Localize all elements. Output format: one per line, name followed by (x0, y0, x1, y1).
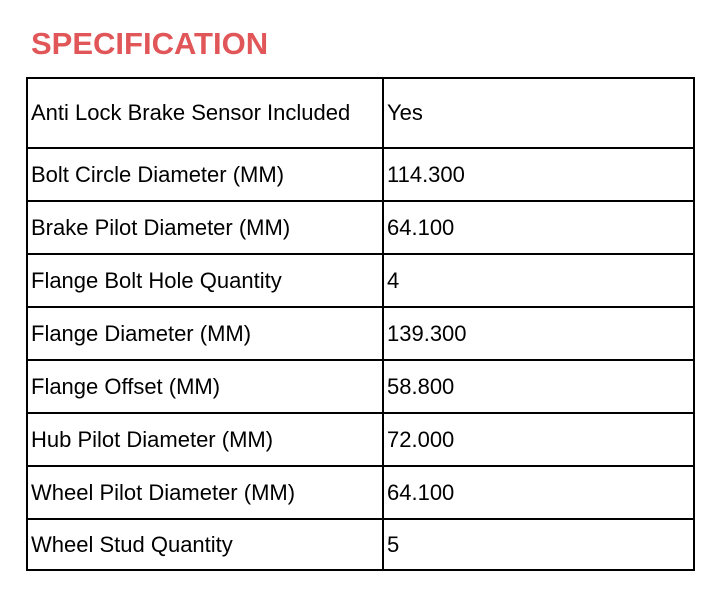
spec-value: 4 (383, 254, 694, 307)
table-row (27, 148, 694, 201)
table-row (27, 466, 694, 519)
spec-value: Yes (383, 78, 694, 148)
table-row (27, 201, 694, 254)
spec-value: 114.300 (383, 148, 694, 201)
table-row (27, 78, 694, 148)
spec-label: Wheel Stud Quantity (27, 519, 383, 570)
spec-label: Bolt Circle Diameter (MM) (27, 148, 383, 201)
page-title: SPECIFICATION (31, 26, 269, 61)
spec-label: Brake Pilot Diameter (MM) (27, 201, 383, 254)
table-row (27, 307, 694, 360)
specification-table (26, 77, 695, 571)
table-row (27, 519, 694, 570)
spec-label: Anti Lock Brake Sensor Included (27, 78, 383, 148)
spec-value: 139.300 (383, 307, 694, 360)
spec-label: Flange Offset (MM) (27, 360, 383, 413)
table-row (27, 413, 694, 466)
spec-label: Hub Pilot Diameter (MM) (27, 413, 383, 466)
spec-value: 72.000 (383, 413, 694, 466)
spec-value: 64.100 (383, 466, 694, 519)
spec-label: Flange Diameter (MM) (27, 307, 383, 360)
spec-value: 5 (383, 519, 694, 570)
table-row (27, 360, 694, 413)
spec-value: 58.800 (383, 360, 694, 413)
table-row (27, 254, 694, 307)
spec-label: Flange Bolt Hole Quantity (27, 254, 383, 307)
spec-value: 64.100 (383, 201, 694, 254)
spec-label: Wheel Pilot Diameter (MM) (27, 466, 383, 519)
